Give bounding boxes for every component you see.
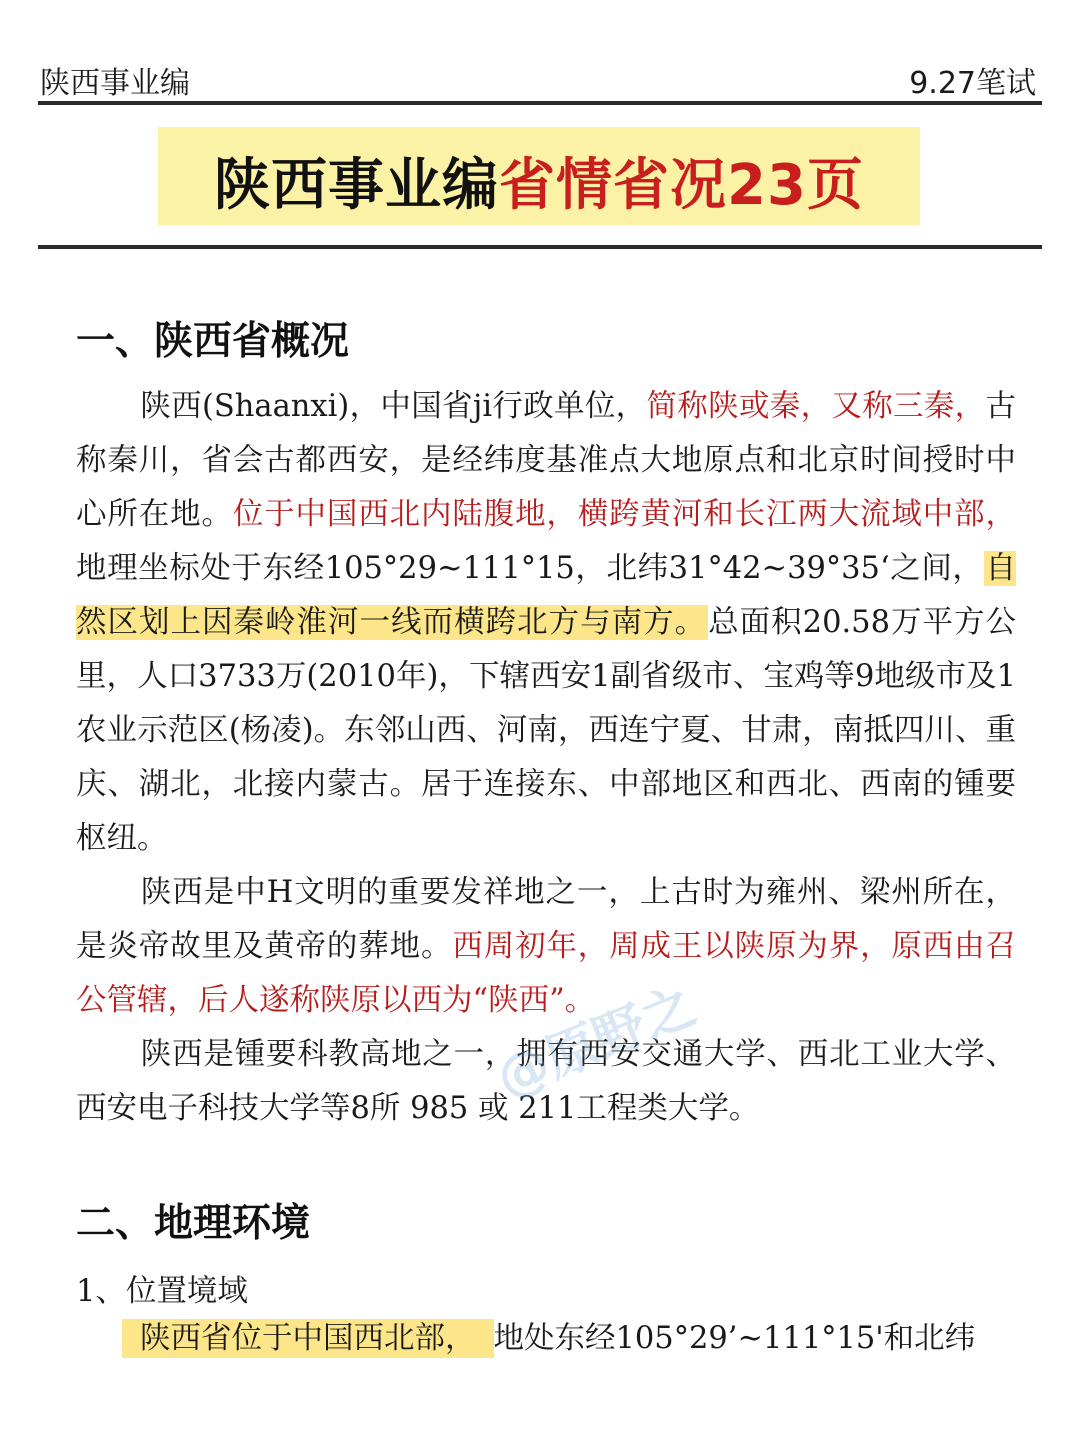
header-left-label: 陕西事业编: [40, 66, 190, 101]
p1-text-e: 地理坐标处于东经105°29~111°15，北纬31°42~39°35‘之间，: [76, 551, 984, 586]
title-banner: [158, 127, 920, 225]
p1-text-g: 总面积20.58万平方公里，人口3733万(2010年)，下辖西安1副省级市、宝鸡等9地级市及1农业示范区(杨凌)。东邻山西、河南，西连宁夏、甘肃，南抵四川、重庆、湖北，北接内蒙古。居于连接东、中部地区和西北、西南的锺要枢纽。: [76, 605, 1016, 856]
title-red-part: 省情省况23页: [499, 153, 864, 218]
s2p1-text-b: 地处东经105°29’~111°15'和北纬: [493, 1321, 976, 1356]
page-title: [158, 141, 920, 221]
p1-text-a: 陕西(Shaanxi)，中国省ji行政单位，: [140, 389, 647, 424]
section1-paragraph-2: [76, 866, 1016, 1028]
p1-red-b: 简称陕或秦，又称三秦，: [646, 389, 986, 424]
p1-highlight-f: 自然区划上因秦岭淮河一线而横跨北方与南方。: [76, 551, 1016, 640]
p2-red-b: 西周初年，周成王以陕原为界，原西由召公管辖，后人遂称陕原以西为“陕西”。: [76, 929, 1017, 1018]
p3-text-a: 陕西是锺要科教高地之一，拥有西安交通大学、西北工业大学、西安电子科技大学等8所 985 或 211工程类大学。: [76, 1037, 1016, 1126]
section1-heading: 一、陕西省概况: [76, 318, 350, 364]
section2-subheading: 1、位置境域: [76, 1274, 248, 1309]
s2p1-highlight-a: 陕西省位于中国西北部，: [122, 1319, 494, 1358]
header-divider: [38, 101, 1042, 105]
section2-paragraph-1: [76, 1312, 1016, 1366]
p1-red-d: 位于中国西北内陆腹地，横跨黄河和长江两大流域中部，: [232, 497, 1017, 532]
title-black-part: 陕西事业编: [214, 153, 500, 218]
page-header: [40, 52, 1040, 100]
section2-heading: 二、地理环境: [76, 1200, 311, 1246]
watermark: @原野之: [488, 975, 704, 1110]
section1-paragraph-1: [76, 380, 1016, 866]
p1-text-c: 古称秦川，省会古都西安，是经纬度基准点大地原点和北京时间授时中心所在地。: [76, 389, 1016, 532]
header-right-label: 9.27笔试: [909, 66, 1036, 101]
p2-text-a: 陕西是中H文明的重要发祥地之一，上古时为雍州、梁州所在，是炎帝故里及黄帝的葬地。: [76, 875, 1016, 964]
title-divider: [38, 245, 1042, 249]
